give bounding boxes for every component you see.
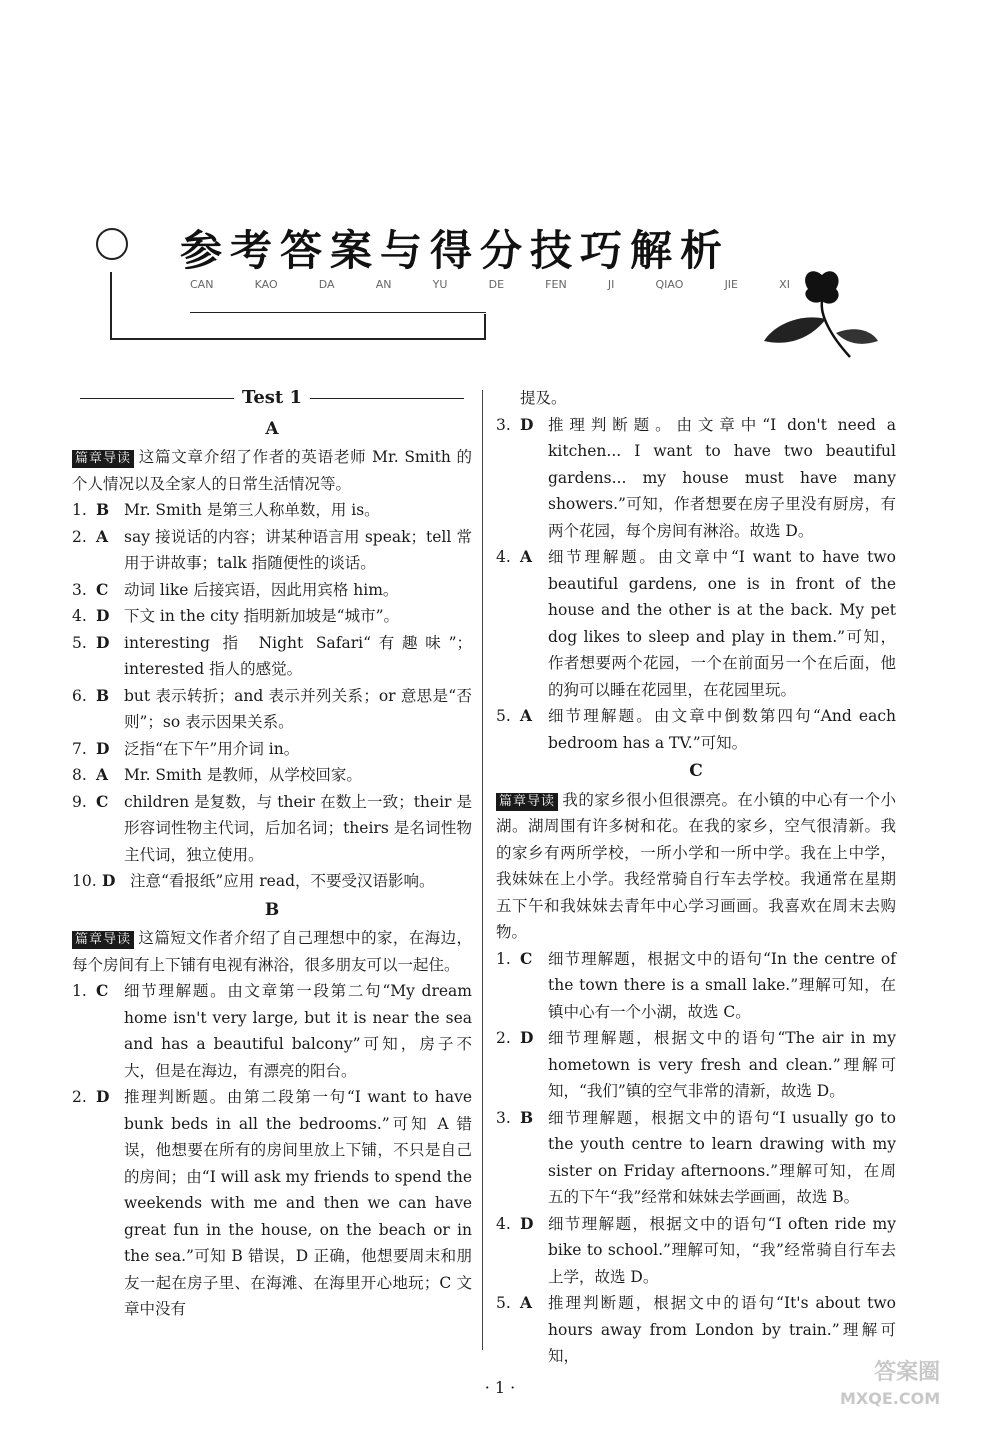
item-answer: B bbox=[96, 685, 110, 705]
item-number: 5. bbox=[496, 707, 511, 725]
item-answer: C bbox=[96, 579, 109, 599]
pinyin-syllable: CAN bbox=[190, 278, 214, 291]
item-answer: D bbox=[520, 414, 534, 434]
item-answer: D bbox=[96, 738, 110, 758]
item-explanation: children 是复数，与 their 在数上一致；their 是形容词性物主代词，后加名词；theirs 是名词性物主代词，独立使用。 bbox=[124, 792, 472, 864]
page-title: 参考答案与得分技巧解析 bbox=[180, 226, 731, 275]
item-number: 6. bbox=[72, 686, 87, 705]
section-c-intro bbox=[496, 787, 896, 946]
answer-item bbox=[72, 978, 472, 1084]
item-number: 7. bbox=[72, 739, 87, 758]
intro-text: 我的家乡很小但很漂亮。在小镇的中心有一个小湖。湖周围有许多树和花。在我的家乡，空气很清新。我的家乡有两所学校，一所小学和一所中学。我在上中学，我妹妹在上小学。我经常骑自行车去学校。我通常在星期五下午和我妹妹去青年中心学习画画。我喜欢在周末去购物。 bbox=[496, 790, 896, 941]
item-answer: C bbox=[96, 981, 109, 1000]
test-title-text: Test 1 bbox=[241, 387, 303, 408]
pinyin-syllable: AN bbox=[375, 278, 392, 291]
pinyin-syllable: FEN bbox=[545, 278, 567, 291]
item-answer: A bbox=[96, 765, 109, 784]
item-answer: A bbox=[520, 1293, 533, 1312]
item-answer: B bbox=[520, 1107, 534, 1127]
answer-item bbox=[72, 868, 472, 895]
continued-text: 提及。 bbox=[520, 389, 567, 407]
intro-text: 这篇短文作者介绍了自己理想中的家，在海边，每个房间有上下铺有电视有淋浴，很多朋友可以一起住。 bbox=[72, 929, 472, 974]
item-explanation: 推理判断题。由第二段第一句“I want to have bunk beds in all the bedrooms.”可知 A 错误，他想要在所有的房间里放上下铺，不只是自己的房间；由“I will ask my friends to spend the weekends with me and then we can have great fun in the house, on the beach or in the sea.”可知 B 错误，D 正确，他想要周末和朋友一起在房子里、在海滩、在海里开心地玩；C 文章中没有 bbox=[124, 1088, 472, 1318]
answer-item bbox=[496, 544, 896, 703]
reading-guide-badge: 篇章导读 bbox=[72, 450, 134, 468]
answer-item bbox=[496, 1025, 896, 1105]
answer-item bbox=[72, 630, 472, 683]
item-explanation: 细节理解题。由文章第一段第二句“My dream home isn't very large, but it is near the sea and has a beautiful balcony”可知，房子不大，但是在海边，有漂亮的阳台。 bbox=[124, 982, 472, 1080]
item-number: 1. bbox=[496, 949, 511, 968]
item-number: 10. bbox=[72, 872, 97, 890]
item-explanation: Mr. Smith 是教师，从学校回家。 bbox=[124, 766, 362, 784]
item-answer: C bbox=[520, 948, 533, 968]
item-number: 1. bbox=[72, 982, 87, 1000]
item-number: 1. bbox=[72, 501, 87, 519]
item-explanation: 注意“看报纸”应用 read，不要受汉语影响。 bbox=[130, 872, 435, 890]
item-number: 8. bbox=[72, 766, 87, 784]
item-explanation: 细节理解题，根据文中的语句“I usually go to the youth centre to learn drawing with my sister on Friday afternoons.”理解可知，在周五的下午“我”经常和妹妹去学画画，故选 B。 bbox=[548, 1108, 896, 1206]
item-number: 3. bbox=[496, 415, 511, 434]
frame-line-inner bbox=[190, 312, 486, 313]
item-explanation: 推理判断题，根据文中的语句“It's about two hours away from London by train.”理解可知， bbox=[548, 1294, 896, 1365]
item-number: 4. bbox=[72, 607, 87, 625]
frame-line-vertical bbox=[110, 272, 112, 340]
watermark-line: 答案圈 bbox=[874, 1360, 941, 1385]
column-divider bbox=[482, 390, 483, 1350]
watermark bbox=[840, 1360, 940, 1412]
item-number: 2. bbox=[72, 1088, 87, 1106]
title-rule bbox=[310, 398, 464, 399]
frame-line-right bbox=[484, 314, 486, 340]
pinyin-syllable: YU bbox=[432, 278, 448, 291]
rose-illustration bbox=[760, 255, 880, 365]
answer-item bbox=[72, 603, 472, 630]
item-answer: A bbox=[520, 706, 533, 725]
item-explanation: 动词 like 后接宾语，因此用宾格 him。 bbox=[124, 580, 399, 599]
item-number: 4. bbox=[496, 1214, 511, 1233]
item-answer: D bbox=[96, 606, 110, 625]
item-number: 2. bbox=[72, 527, 87, 546]
item-explanation: 细节理解题。由文章中倒数第四句“And each bedroom has a TV.”可知。 bbox=[548, 707, 896, 752]
answer-item bbox=[496, 1290, 896, 1370]
pinyin-syllable: JIE bbox=[724, 278, 739, 291]
item-explanation: interesting 指 Night Safari“有趣味”；interested 指人的感觉。 bbox=[124, 633, 472, 678]
section-b-intro bbox=[72, 925, 472, 978]
item-explanation: 细节理解题，根据文中的语句“I often ride my bike to school.”理解可知，“我”经常骑自行车去上学，故选 D。 bbox=[548, 1214, 896, 1286]
item-answer: D bbox=[96, 632, 110, 652]
item-explanation: 下文 in the city 指明新加坡是“城市”。 bbox=[124, 607, 400, 625]
answer-item bbox=[72, 497, 472, 524]
item-answer: A bbox=[520, 547, 533, 566]
section-a-intro bbox=[72, 444, 472, 497]
item-number: 5. bbox=[72, 633, 87, 652]
title-pinyin bbox=[190, 278, 790, 291]
item-number: 3. bbox=[496, 1108, 511, 1127]
item-number: 4. bbox=[496, 548, 511, 566]
pinyin-syllable: XI bbox=[779, 278, 790, 291]
intro-text: 这篇文章介绍了作者的英语老师 Mr. Smith 的个人情况以及全家人的日常生活情况等。 bbox=[72, 448, 472, 493]
item-explanation: 推理判断题。由文章中“I don't need a kitchen... I want to have two beautiful gardens... my house must have many showers.”可知，作者想要在房子里没有厨房，有两个花园，每个房间有淋浴。故选 D。 bbox=[548, 415, 896, 540]
answer-item bbox=[72, 577, 472, 604]
item-explanation: 细节理解题。由文章中“I want to have two beautiful gardens, one is in front of the house and the other is at the back. My pet dog likes to sleep and play in them.”可知，作者想要两个花园，一个在前面另一个在后面，他的狗可以睡在花园里，在花园里玩。 bbox=[548, 548, 896, 699]
item-explanation: Mr. Smith 是第三人称单数，用 is。 bbox=[124, 501, 380, 519]
item-explanation: 细节理解题，根据文中的语句“In the centre of the town there is a small lake.”理解可知，在镇中心有一个小湖，故选 C。 bbox=[548, 949, 896, 1021]
item-answer: A bbox=[96, 526, 109, 546]
answer-item bbox=[72, 1084, 472, 1323]
left-column bbox=[72, 385, 472, 1323]
section-a-title: A bbox=[265, 418, 279, 439]
reading-guide-badge: 篇章导读 bbox=[496, 793, 558, 811]
item-answer: C bbox=[96, 791, 109, 811]
answer-item bbox=[72, 683, 472, 736]
right-column bbox=[496, 385, 896, 1370]
item-number: 5. bbox=[496, 1294, 511, 1312]
answer-item bbox=[496, 1211, 896, 1291]
item-explanation: 细节理解题，根据文中的语句“The air in my hometown is very fresh and clean.”理解可知，“我们”镇的空气非常的清新，故选 D。 bbox=[548, 1029, 896, 1100]
page-number: · 1 · bbox=[484, 1378, 516, 1397]
item-number: 2. bbox=[496, 1029, 511, 1047]
pinyin-syllable: KAO bbox=[254, 278, 278, 291]
answer-item bbox=[72, 789, 472, 869]
title-rule bbox=[80, 398, 234, 399]
answer-item bbox=[496, 1105, 896, 1211]
item-answer: D bbox=[520, 1213, 534, 1233]
item-answer: B bbox=[96, 500, 110, 519]
item-number: 3. bbox=[72, 580, 87, 599]
pinyin-syllable: DA bbox=[318, 278, 335, 291]
item-explanation: but 表示转折；and 表示并列关系；or 意思是“否则”；so 表示因果关系。 bbox=[124, 686, 472, 731]
watermark-line: MXQE.COM bbox=[840, 1389, 941, 1408]
answer-item bbox=[72, 762, 472, 789]
answer-item bbox=[72, 524, 472, 577]
pinyin-syllable: QIAO bbox=[655, 278, 684, 291]
reading-guide-badge: 篇章导读 bbox=[72, 931, 134, 949]
test-title bbox=[72, 385, 472, 412]
item-answer: D bbox=[102, 871, 116, 890]
item-explanation: 泛指“在下午”用介词 in。 bbox=[124, 739, 300, 758]
section-c-title: C bbox=[689, 761, 703, 781]
circle-ornament bbox=[96, 228, 128, 260]
item-answer: D bbox=[520, 1028, 534, 1047]
header bbox=[0, 0, 1000, 380]
answer-item bbox=[496, 946, 896, 1026]
pinyin-syllable: JI bbox=[607, 278, 615, 291]
item-number: 9. bbox=[72, 792, 87, 811]
section-b-title: B bbox=[264, 899, 280, 920]
pinyin-syllable: DE bbox=[488, 278, 505, 291]
answer-item bbox=[496, 703, 896, 756]
item-explanation: say 接说话的内容；讲某种语言用 speak；tell 常用于讲故事；talk 指随便性的谈话。 bbox=[124, 527, 472, 572]
frame-line-bottom bbox=[110, 338, 486, 340]
answer-item bbox=[496, 412, 896, 545]
item-answer: D bbox=[96, 1087, 110, 1106]
answer-item bbox=[72, 736, 472, 763]
